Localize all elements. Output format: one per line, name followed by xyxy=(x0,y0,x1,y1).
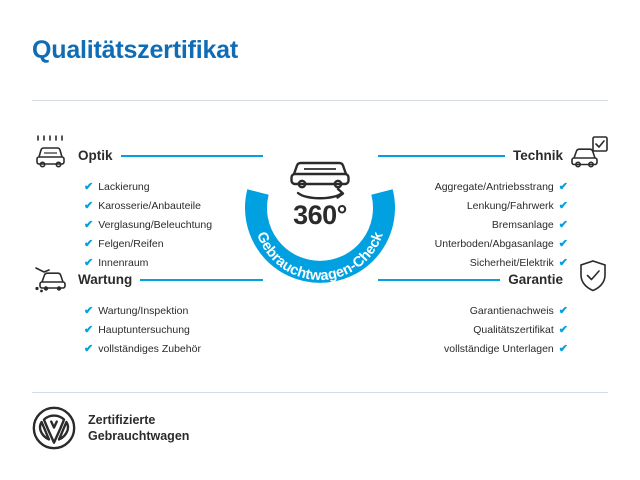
list-item-label: Lackierung xyxy=(98,181,150,193)
list-item xyxy=(435,178,568,196)
car-service-icon xyxy=(30,258,72,294)
list-item xyxy=(473,321,568,339)
list-item-label: Hauptuntersuchung xyxy=(98,324,190,336)
list-technik xyxy=(435,178,568,273)
shield-check-icon xyxy=(572,258,614,294)
list-item xyxy=(492,216,568,234)
check-icon: ✔ xyxy=(558,199,568,212)
list-item-label: Bremsanlage xyxy=(491,219,554,231)
footer-brand xyxy=(32,406,189,450)
brand-text xyxy=(88,412,189,444)
list-garantie xyxy=(444,302,568,359)
list-item xyxy=(84,302,201,320)
check-icon: ✔ xyxy=(558,304,568,317)
badge-arc-label: Gebrauchtwagen-Check xyxy=(253,229,387,285)
check-icon: ✔ xyxy=(84,180,94,193)
list-optik xyxy=(84,178,212,273)
list-item-label: Unterboden/Abgasanlage xyxy=(434,238,554,250)
list-item-label: Garantienachweis xyxy=(469,305,554,317)
list-item-label: Sicherheit/Elektrik xyxy=(469,257,554,269)
check-icon: ✔ xyxy=(84,323,94,336)
list-item xyxy=(84,321,201,339)
list-item-label: Aggregate/Antriebsstrang xyxy=(434,181,554,193)
check-icon: ✔ xyxy=(84,237,94,250)
section-label-technik: Technik xyxy=(512,148,563,163)
check-icon: ✔ xyxy=(558,342,568,355)
list-item-label: Innenraum xyxy=(98,257,149,269)
check-icon: ✔ xyxy=(84,304,94,317)
check-icon: ✔ xyxy=(558,323,568,336)
list-item xyxy=(84,235,212,253)
list-item xyxy=(84,178,212,196)
vw-logo-icon xyxy=(32,406,76,450)
footer-divider xyxy=(32,392,608,393)
section-label-optik: Optik xyxy=(78,148,113,163)
list-item xyxy=(84,216,212,234)
list-item xyxy=(84,197,212,215)
check-icon: ✔ xyxy=(558,237,568,250)
list-item xyxy=(84,340,201,358)
check-icon: ✔ xyxy=(558,218,568,231)
car-wash-icon xyxy=(30,134,72,170)
car-check-icon xyxy=(568,134,610,170)
check-icon: ✔ xyxy=(558,180,568,193)
list-item xyxy=(467,197,568,215)
check-badge xyxy=(228,122,412,306)
list-item-label: Lenkung/Fahrwerk xyxy=(466,200,554,212)
list-item-label: Wartung/Inspektion xyxy=(98,305,189,317)
list-item-label: Qualitätszertifikat xyxy=(473,324,554,336)
list-item xyxy=(470,254,568,272)
list-item xyxy=(444,340,568,358)
brand-line-1: Zertifizierte xyxy=(88,413,156,427)
check-icon: ✔ xyxy=(84,218,94,231)
list-item xyxy=(470,302,568,320)
title-divider xyxy=(32,100,608,101)
section-label-garantie: Garantie xyxy=(508,272,563,287)
list-item-label: Verglasung/Beleuchtung xyxy=(98,219,213,231)
check-icon: ✔ xyxy=(84,342,94,355)
list-wartung xyxy=(84,302,201,359)
list-item-label: Felgen/Reifen xyxy=(98,238,164,250)
check-icon: ✔ xyxy=(84,199,94,212)
check-icon: ✔ xyxy=(558,256,568,269)
list-item-label: vollständiges Zubehör xyxy=(98,343,201,355)
page-title: Qualitätszertifikat xyxy=(32,36,238,64)
list-item-label: vollständige Unterlagen xyxy=(444,343,554,355)
badge-degrees: 360° xyxy=(293,200,347,230)
list-item xyxy=(435,235,568,253)
brand-line-2: Gebrauchtwagen xyxy=(88,429,190,443)
list-item xyxy=(84,254,212,272)
list-item-label: Karosserie/Anbauteile xyxy=(98,200,201,212)
check-icon: ✔ xyxy=(84,256,94,269)
section-label-wartung: Wartung xyxy=(78,272,133,287)
